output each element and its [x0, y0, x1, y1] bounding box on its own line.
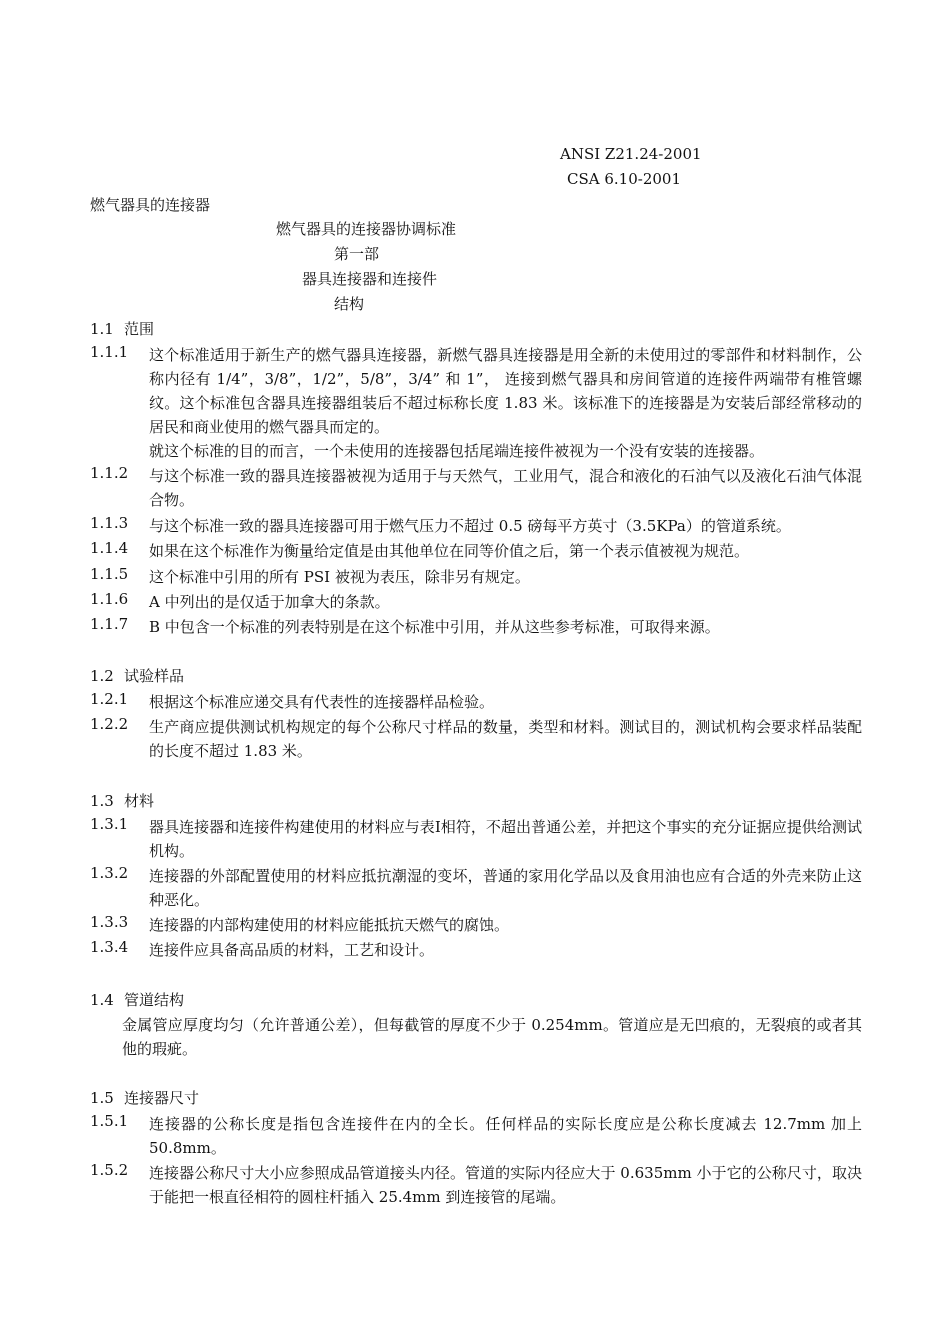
clause-1-2-2	[90, 715, 862, 763]
clause-number: 1.3.3	[90, 913, 129, 931]
clause-text: 与这个标准一致的器具连接器被视为适用于与天然气，工业用气，混合和液化的石油气以及液化石油气体混合物。	[149, 467, 862, 509]
section-heading-test-samples	[90, 665, 184, 686]
section-title: 管道结构	[124, 991, 185, 1009]
section-number: 1.4	[90, 991, 114, 1009]
section-heading-scope	[90, 318, 154, 339]
document-subtitle: 器具连接器和连接件	[302, 270, 438, 288]
clause-1-3-1	[90, 815, 862, 863]
clause-text: 根据这个标准应递交具有代表性的连接器样品检验。	[149, 693, 495, 711]
clause-text: 连接器的公称长度是指包含连接件在内的全长。任何样品的实际长度应是公称长度减去 12.7mm 加上 50.8mm。	[149, 1115, 862, 1157]
clause-number: 1.1.3	[90, 514, 129, 532]
clause-1-1-1	[90, 343, 862, 439]
section-heading-materials	[90, 790, 154, 811]
document-short-title: 燃气器具的连接器	[90, 196, 211, 214]
clause-1-5-2	[90, 1161, 862, 1209]
section-title: 范围	[124, 320, 155, 338]
clause-number: 1.1.2	[90, 464, 129, 482]
clause-1-1-4	[90, 539, 862, 563]
section-heading-connector-dimensions	[90, 1087, 199, 1108]
clause-1-3-4	[90, 938, 862, 962]
clause-1-2-1	[90, 690, 862, 714]
standard-number-ansi: ANSI Z21.24-2001	[560, 145, 702, 163]
clause-number: 1.1.5	[90, 565, 129, 583]
clause-1-1-2	[90, 464, 862, 512]
clause-text: 与这个标准一致的器具连接器可用于燃气压力不超过 0.5 磅每平方英寸（3.5KPa）的管道系统。	[149, 517, 791, 535]
clause-number: 1.3.2	[90, 864, 129, 882]
clause-1-1-7	[90, 615, 862, 639]
clause-text: 器具连接器和连接件构建使用的材料应与表Ⅰ相符，不超出普通公差，并把这个事实的充分证据应提供给测试机构。	[149, 818, 862, 860]
clause-text: 连接器公称尺寸大小应参照成品管道接头内径。管道的实际内径应大于 0.635mm 小于它的公称尺寸，取决于能把一根直径相符的圆柱杆插入 25.4mm 到连接管的尾端。	[149, 1164, 862, 1206]
clause-number: 1.1.4	[90, 539, 129, 557]
clause-text: 连接器的内部构建使用的材料应能抵抗天燃气的腐蚀。	[149, 916, 510, 934]
clause-1-1-5	[90, 565, 862, 589]
clause-text: 这个标准中引用的所有 PSI 被视为表压，除非另有规定。	[149, 568, 530, 586]
clause-text: 这个标准适用于新生产的燃气器具连接器，新燃气器具连接器是用全新的未使用过的零部件和材料制作，公称内径有 1/4”，3/8”，1/2”，5/8”，3/4” 和 1”， 连接到燃气器具和房间管道的连接件两端带有椎管螺纹。这个标准包含器具连接器组装后不超过标称长度 1.83 米。该标准下的连接器是为安装后部经常移动的居民和商业使用的燃气器具而定的。	[149, 346, 862, 436]
section-number: 1.3	[90, 792, 114, 810]
section-number: 1.2	[90, 667, 114, 685]
clause-number: 1.5.2	[90, 1161, 129, 1179]
clause-text: A 中列出的是仅适于加拿大的条款。	[149, 593, 390, 611]
clause-1-3-3	[90, 913, 862, 937]
clause-text: 如果在这个标准作为衡量给定值是由其他单位在同等价值之后，第一个表示值被视为规范。	[149, 542, 750, 560]
clause-1-1-6	[90, 590, 862, 614]
clause-1-1-1-continued	[90, 439, 862, 463]
clause-text: 就这个标准的目的而言，一个未使用的连接器包括尾端连接件被视为一个没有安装的连接器。	[149, 442, 765, 460]
section-title: 试验样品	[124, 667, 185, 685]
clause-number: 1.2.2	[90, 715, 129, 733]
standard-number-csa: CSA 6.10-2001	[567, 170, 681, 188]
paragraph-pipe-structure: 金属管应厚度均匀（允许普通公差），但每截管的厚度不少于 0.254mm。管道应是无凹痕的，无裂痕的或者其他的瑕疵。	[122, 1016, 862, 1058]
section-title: 材料	[124, 792, 155, 810]
section-title: 连接器尺寸	[124, 1089, 200, 1107]
clause-number: 1.1.1	[90, 343, 129, 361]
document-part: 第一部	[334, 245, 380, 263]
clause-number: 1.1.7	[90, 615, 129, 633]
document-title: 燃气器具的连接器协调标准	[276, 220, 457, 238]
clause-text: B 中包含一个标准的列表特别是在这个标准中引用，并从这些参考标准，可取得来源。	[149, 618, 720, 636]
section-heading-pipe-structure	[90, 989, 184, 1010]
clause-1-1-3	[90, 514, 862, 538]
clause-number: 1.5.1	[90, 1112, 129, 1130]
clause-text: 生产商应提供测试机构规定的每个公称尺寸样品的数量，类型和材料。测试目的，测试机构会要求样品装配的长度不超过 1.83 米。	[149, 718, 862, 760]
section-number: 1.1	[90, 320, 114, 338]
clause-1-3-2	[90, 864, 862, 912]
clause-number: 1.1.6	[90, 590, 129, 608]
clause-1-5-1	[90, 1112, 862, 1160]
clause-number: 1.3.4	[90, 938, 129, 956]
section-number: 1.5	[90, 1089, 114, 1107]
clause-number: 1.3.1	[90, 815, 129, 833]
document-subject: 结构	[334, 295, 365, 313]
clause-text: 连接器的外部配置使用的材料应抵抗潮湿的变坏，普通的家用化学品以及食用油也应有合适的外壳来防止这种恶化。	[149, 867, 862, 909]
clause-text: 连接件应具备高品质的材料，工艺和设计。	[149, 941, 435, 959]
clause-number: 1.2.1	[90, 690, 129, 708]
